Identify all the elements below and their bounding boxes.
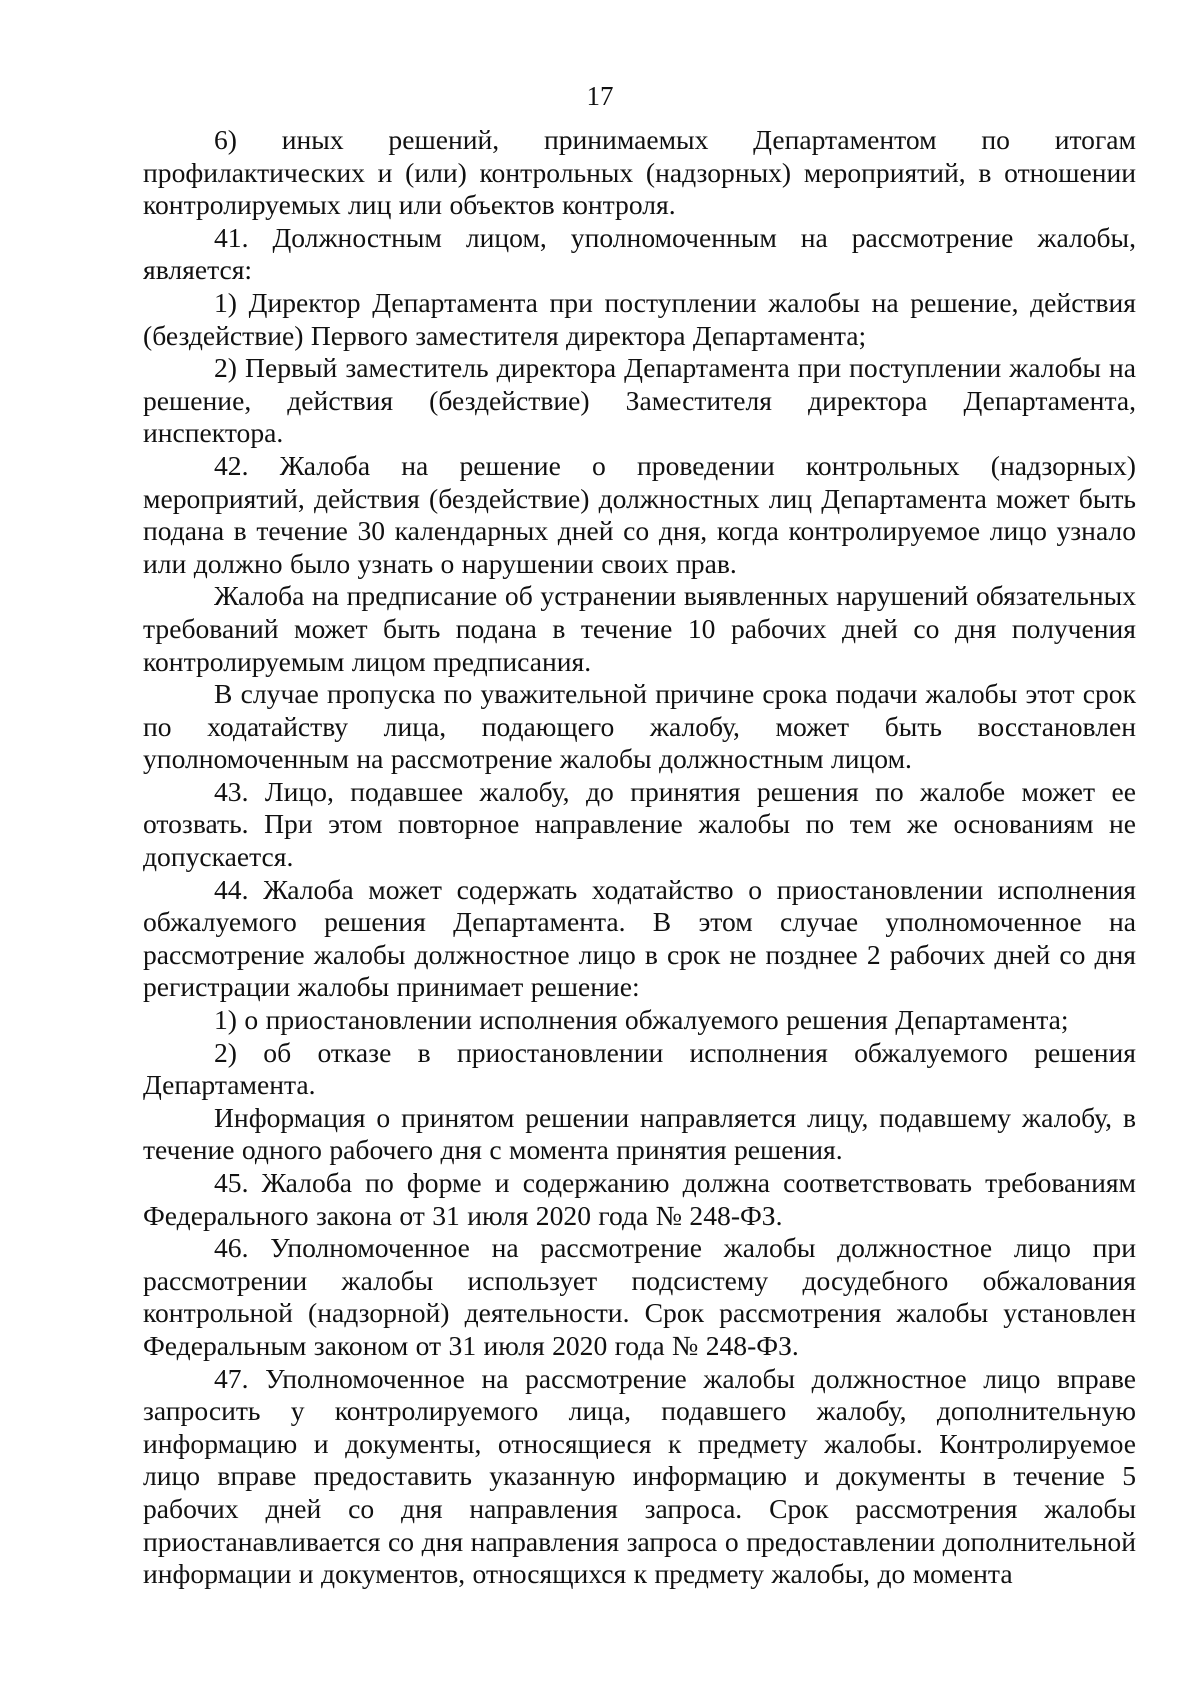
paragraph-44-suspension: 44. Жалоба может содержать ходатайство о приостановлении исполнения обжалуемого решения Департамента. В этом случае уполномоченное на рассмотрение жалобы должностное лицо в срок не позднее 2 рабочих дней со дня регистрации жалобы принимает решение: — [143, 873, 1136, 1003]
paragraph-41-official: 41. Должностным лицом, уполномоченным на рассмотрение жалобы, является: — [143, 221, 1136, 286]
page-number: 17 — [586, 81, 614, 111]
paragraph-42-prescription: Жалоба на предписание об устранении выявленных нарушений обязательных требований может быть подана в течение 10 рабочих дней со дня получения контролируемым лицом предписания. — [143, 580, 1136, 677]
paragraph-44-item-1: 1) о приостановлении исполнения обжалуемого решения Департамента; — [214, 1004, 1069, 1036]
paragraph-42-complaint-term: 42. Жалоба на решение о проведении контрольных (надзорных) мероприятий, действия (бездействие) должностных лиц Департамента может быть подана в течение 30 календарных дней со дня, когда контролируемое лицо узнало или должно было узнать о нарушении своих прав. — [143, 449, 1136, 579]
paragraph-6-other-decisions: 6) иных решений, принимаемых Департаментом по итогам профилактических и (или) контрольных (надзорных) мероприятий, в отношении контролируемых лиц или объектов контроля. — [143, 124, 1136, 221]
paragraph-41-item-1: 1) Директор Департамента при поступлении жалобы на решение, действия (бездействие) Первого заместителя директора Департамента; — [143, 286, 1136, 351]
paragraph-42-restoration: В случае пропуска по уважительной причине срока подачи жалобы этот срок по ходатайству лица, подающего жалобу, может быть восстановлен уполномоченным на рассмотрение жалобы должностным лицом. — [143, 678, 1136, 775]
paragraph-43-withdrawal: 43. Лицо, подавшее жалобу, до принятия решения по жалобе может ее отозвать. При этом повторное направление жалобы по тем же основаниям не допускается. — [143, 775, 1136, 873]
document-body — [143, 124, 1136, 1591]
paragraph-41-item-2: 2) Первый заместитель директора Департамента при поступлении жалобы на решение, действия (бездействие) Заместителя директора Департамента, инспектора. — [143, 352, 1136, 449]
paragraph-47-request: 47. Уполномоченное на рассмотрение жалобы должностное лицо вправе запросить у контролируемого лица, подавшего жалобу, дополнительную информацию и документы, относящиеся к предмету жалобы. Контролируемое лицо вправе предоставить указанную информацию и документы в течение 5 рабочих дней со дня направления запроса. Срок рассмотрения жалобы приостанавливается со дня направления запроса о предоставлении дополнительной информации и документов, относящихся к предмету жалобы, до момента — [143, 1362, 1136, 1590]
paragraph-45-form: 45. Жалоба по форме и содержанию должна соответствовать требованиям Федерального закона от 31 июля 2020 года № 248-ФЗ. — [143, 1167, 1136, 1231]
paragraph-46-subsystem: 46. Уполномоченное на рассмотрение жалобы должностное лицо при рассмотрении жалобы использует подсистему досудебного обжалования контрольной (надзорной) деятельности. Срок рассмотрения жалобы установлен Федеральным законом от 31 июля 2020 года № 248-ФЗ. — [143, 1232, 1136, 1361]
paragraph-44-information: Информация о принятом решении направляется лицу, подавшему жалобу, в течение одного рабочего дня с момента принятия решения. — [143, 1101, 1136, 1166]
paragraph-44-item-2: 2) об отказе в приостановлении исполнения обжалуемого решения Департамента. — [143, 1036, 1136, 1101]
